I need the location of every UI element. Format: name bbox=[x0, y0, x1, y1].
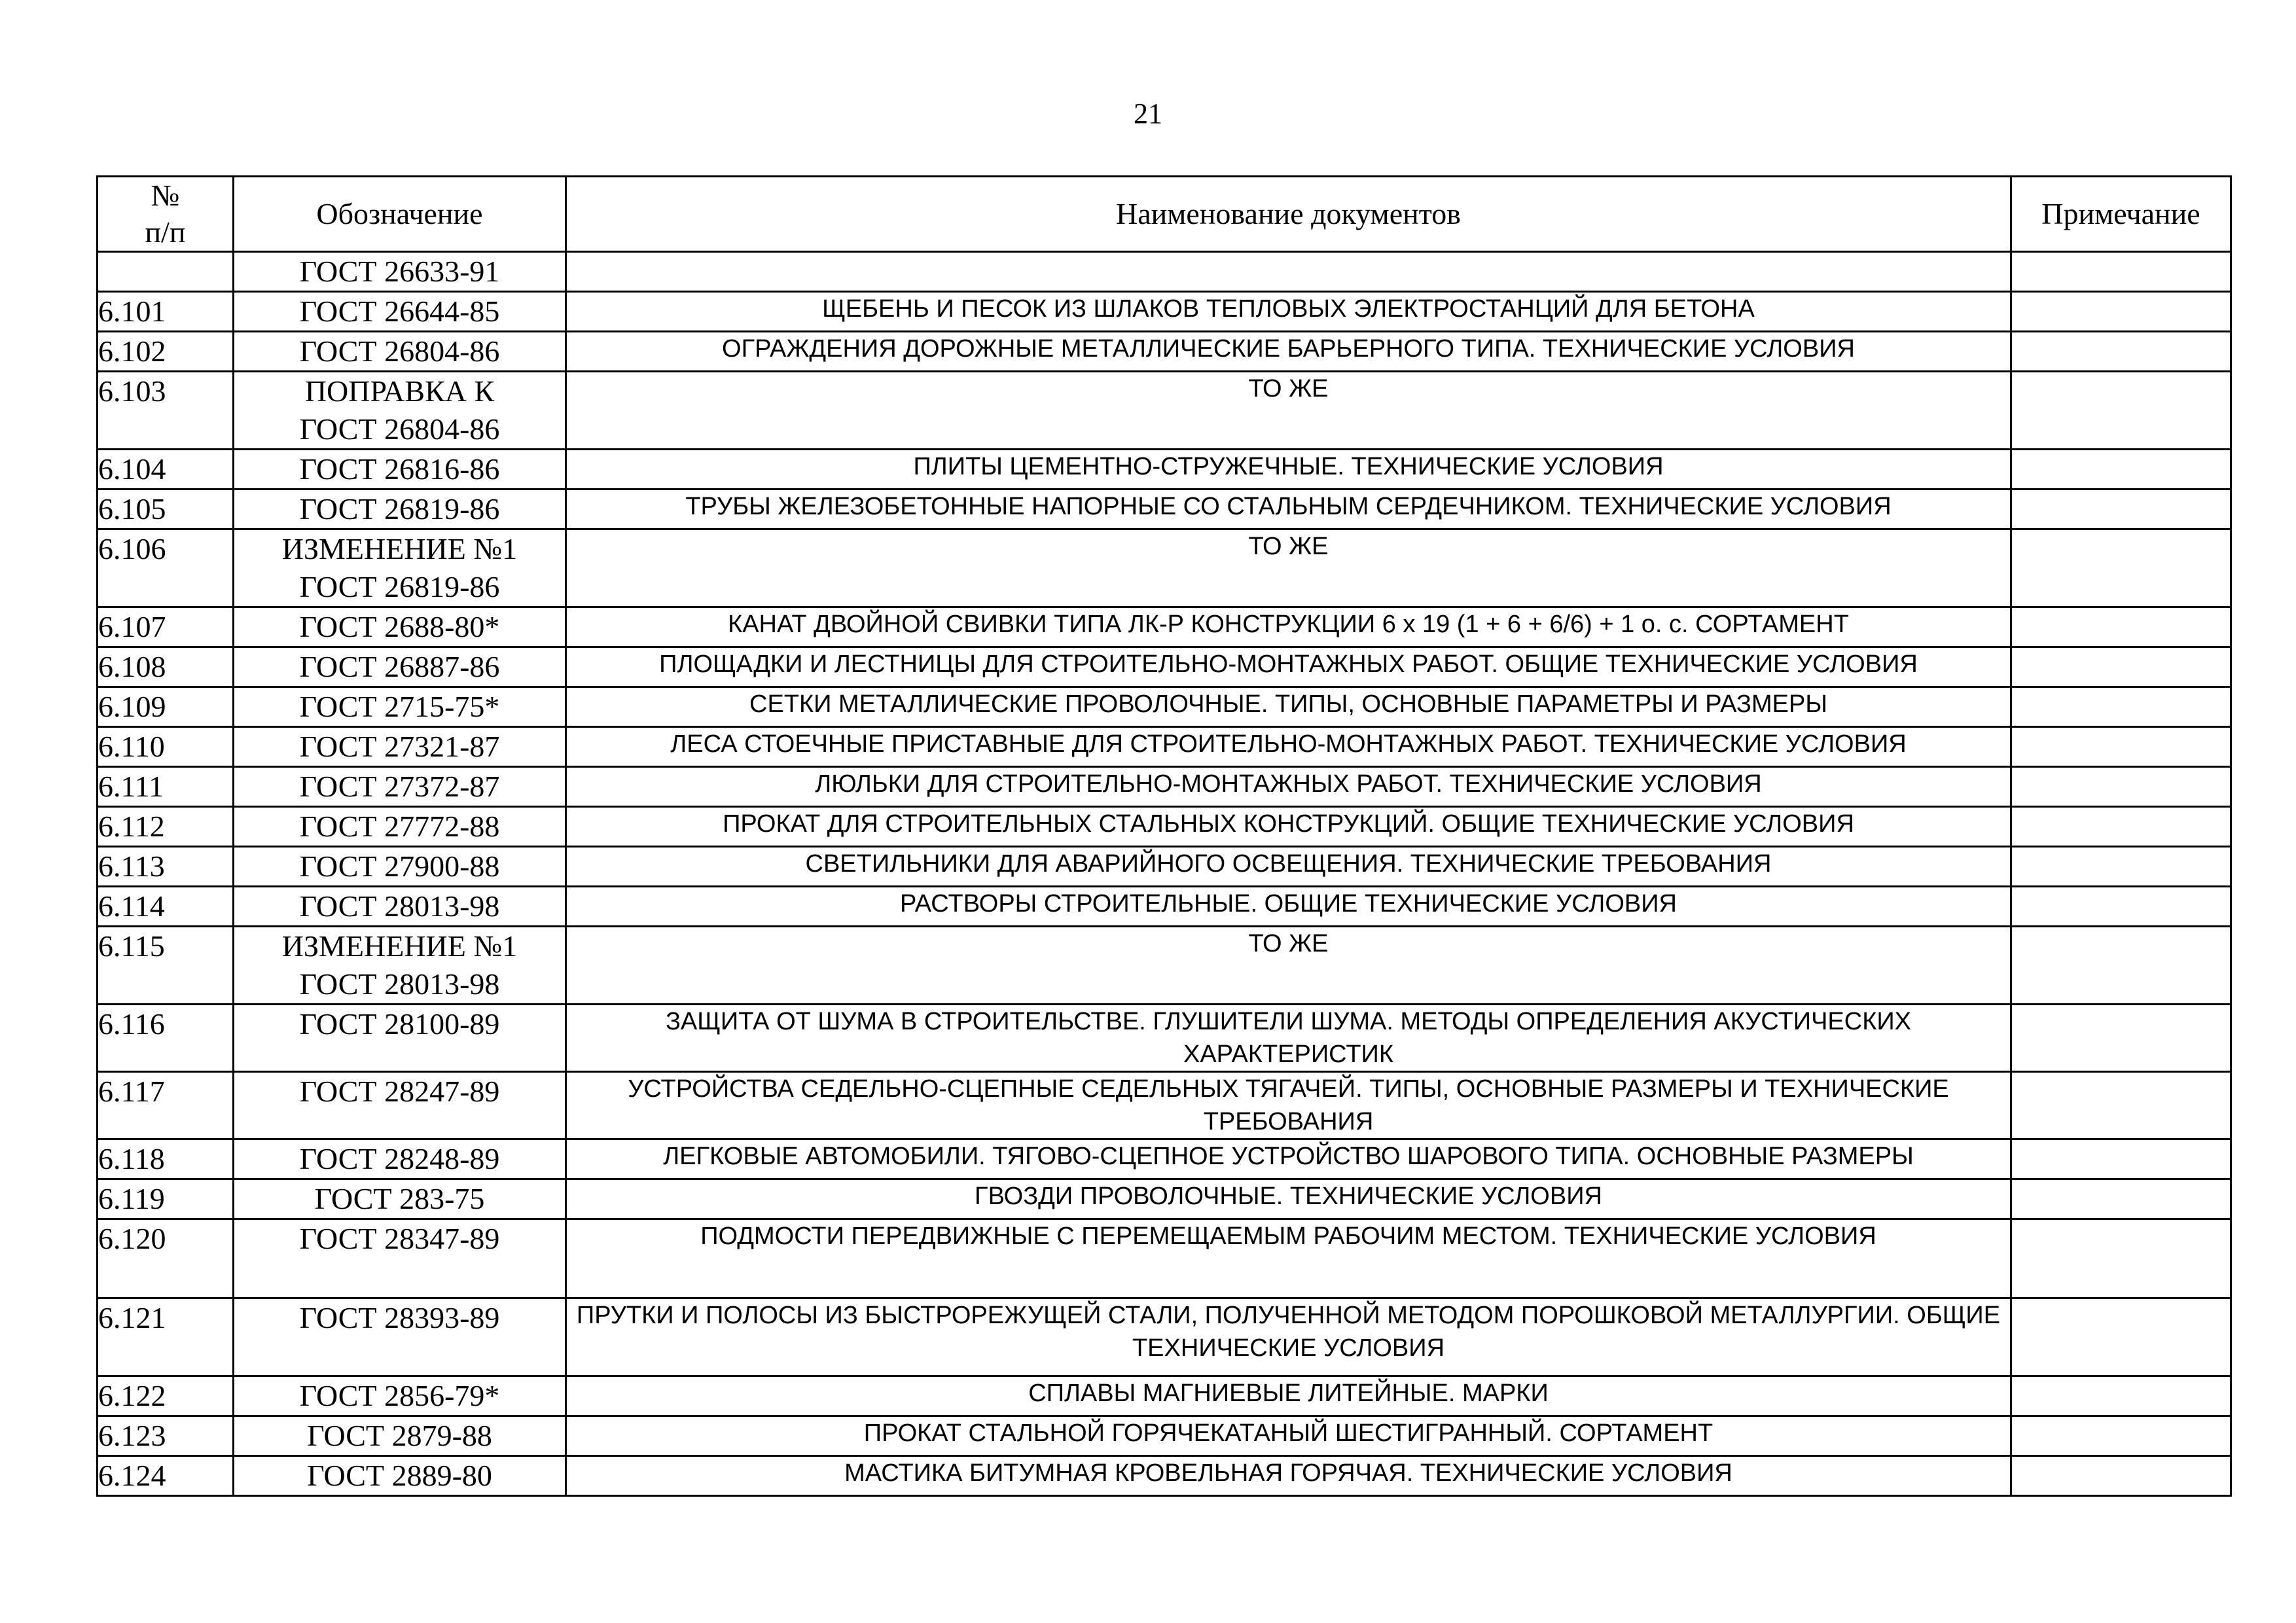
table-row bbox=[98, 1416, 2231, 1456]
table-body bbox=[98, 252, 2231, 1496]
cell-name: ТРУБЫ ЖЕЛЕЗОБЕТОННЫЕ НАПОРНЫЕ СО СТАЛЬНЫМ СЕРДЕЧНИКОМ. ТЕХНИЧЕСКИЕ УСЛОВИЯ bbox=[566, 490, 2011, 529]
cell-num: 6.104 bbox=[98, 450, 234, 490]
cell-designation: ГОСТ 28013-98 bbox=[234, 887, 566, 927]
cell-num: 6.110 bbox=[98, 727, 234, 767]
cell-num: 6.103 bbox=[98, 372, 234, 450]
cell-note bbox=[2011, 1072, 2231, 1139]
cell-note bbox=[2011, 807, 2231, 847]
cell-note bbox=[2011, 927, 2231, 1005]
cell-designation: ГОСТ 26887-86 bbox=[234, 647, 566, 687]
cell-num: 6.114 bbox=[98, 887, 234, 927]
table-row bbox=[98, 1376, 2231, 1416]
cell-note bbox=[2011, 647, 2231, 687]
page-number: 21 bbox=[1134, 98, 1162, 130]
table-row bbox=[98, 1298, 2231, 1376]
cell-designation: ПОПРАВКА К ГОСТ 26804-86 bbox=[234, 372, 566, 450]
cell-name: ЛЕГКОВЫЕ АВТОМОБИЛИ. ТЯГОВО-СЦЕПНОЕ УСТРОЙСТВО ШАРОВОГО ТИПА. ОСНОВНЫЕ РАЗМЕРЫ bbox=[566, 1139, 2011, 1179]
cell-name bbox=[566, 252, 2011, 292]
cell-num: 6.108 bbox=[98, 647, 234, 687]
cell-designation: ИЗМЕНЕНИЕ №1 ГОСТ 28013-98 bbox=[234, 927, 566, 1005]
cell-name: ПРОКАТ ДЛЯ СТРОИТЕЛЬНЫХ СТАЛЬНЫХ КОНСТРУКЦИЙ. ОБЩИЕ ТЕХНИЧЕСКИЕ УСЛОВИЯ bbox=[566, 807, 2011, 847]
cell-designation: ГОСТ 26804-86 bbox=[234, 332, 566, 372]
cell-num: 6.116 bbox=[98, 1005, 234, 1072]
cell-name: ПРУТКИ И ПОЛОСЫ ИЗ БЫСТРОРЕЖУЩЕЙ СТАЛИ, ПОЛУЧЕННОЙ МЕТОДОМ ПОРОШКОВОЙ МЕТАЛЛУРГИИ. ОБЩИЕ ТЕХНИЧЕСКИЕ УСЛОВИЯ bbox=[566, 1298, 2011, 1376]
table-row bbox=[98, 292, 2231, 332]
header-designation: Обозначение bbox=[234, 177, 566, 252]
table-row bbox=[98, 372, 2231, 450]
cell-designation: ГОСТ 27372-87 bbox=[234, 767, 566, 807]
cell-note bbox=[2011, 767, 2231, 807]
cell-num: 6.119 bbox=[98, 1179, 234, 1219]
cell-num: 6.117 bbox=[98, 1072, 234, 1139]
cell-note bbox=[2011, 1139, 2231, 1179]
cell-num: 6.109 bbox=[98, 687, 234, 727]
table-row bbox=[98, 490, 2231, 529]
cell-note bbox=[2011, 1376, 2231, 1416]
cell-note bbox=[2011, 332, 2231, 372]
table-row bbox=[98, 1179, 2231, 1219]
cell-name: ТО ЖЕ bbox=[566, 372, 2011, 450]
cell-designation: ГОСТ 28347-89 bbox=[234, 1219, 566, 1298]
cell-name: ГВОЗДИ ПРОВОЛОЧНЫЕ. ТЕХНИЧЕСКИЕ УСЛОВИЯ bbox=[566, 1179, 2011, 1219]
cell-num: 6.101 bbox=[98, 292, 234, 332]
cell-name: ПРОКАТ СТАЛЬНОЙ ГОРЯЧЕКАТАНЫЙ ШЕСТИГРАННЫЙ. СОРТАМЕНТ bbox=[566, 1416, 2011, 1456]
cell-name: СПЛАВЫ МАГНИЕВЫЕ ЛИТЕЙНЫЕ. МАРКИ bbox=[566, 1376, 2011, 1416]
cell-name: ПЛОЩАДКИ И ЛЕСТНИЦЫ ДЛЯ СТРОИТЕЛЬНО-МОНТАЖНЫХ РАБОТ. ОБЩИЕ ТЕХНИЧЕСКИЕ УСЛОВИЯ bbox=[566, 647, 2011, 687]
cell-designation: ГОСТ 26819-86 bbox=[234, 490, 566, 529]
cell-designation: ГОСТ 2715-75* bbox=[234, 687, 566, 727]
cell-name: КАНАТ ДВОЙНОЙ СВИВКИ ТИПА ЛК-Р КОНСТРУКЦИИ 6 х 19 (1 + 6 + 6/6) + 1 о. с. СОРТАМЕНТ bbox=[566, 607, 2011, 647]
cell-designation: ГОСТ 2688-80* bbox=[234, 607, 566, 647]
table-row bbox=[98, 807, 2231, 847]
cell-designation: ГОСТ 28248-89 bbox=[234, 1139, 566, 1179]
cell-note bbox=[2011, 292, 2231, 332]
table-row bbox=[98, 607, 2231, 647]
cell-num: 6.102 bbox=[98, 332, 234, 372]
cell-note bbox=[2011, 847, 2231, 887]
cell-name: ПЛИТЫ ЦЕМЕНТНО-СТРУЖЕЧНЫЕ. ТЕХНИЧЕСКИЕ УСЛОВИЯ bbox=[566, 450, 2011, 490]
header-name: Наименование документов bbox=[566, 177, 2011, 252]
cell-num: 6.107 bbox=[98, 607, 234, 647]
cell-num: 6.122 bbox=[98, 1376, 234, 1416]
cell-name: СВЕТИЛЬНИКИ ДЛЯ АВАРИЙНОГО ОСВЕЩЕНИЯ. ТЕХНИЧЕСКИЕ ТРЕБОВАНИЯ bbox=[566, 847, 2011, 887]
cell-note bbox=[2011, 1456, 2231, 1496]
table-row bbox=[98, 767, 2231, 807]
table-row bbox=[98, 252, 2231, 292]
table-row bbox=[98, 1219, 2231, 1298]
cell-designation: ГОСТ 28247-89 bbox=[234, 1072, 566, 1139]
table-row bbox=[98, 529, 2231, 607]
cell-designation: ГОСТ 27772-88 bbox=[234, 807, 566, 847]
cell-name: ПОДМОСТИ ПЕРЕДВИЖНЫЕ С ПЕРЕМЕЩАЕМЫМ РАБОЧИМ МЕСТОМ. ТЕХНИЧЕСКИЕ УСЛОВИЯ bbox=[566, 1219, 2011, 1298]
cell-name: МАСТИКА БИТУМНАЯ КРОВЕЛЬНАЯ ГОРЯЧАЯ. ТЕХНИЧЕСКИЕ УСЛОВИЯ bbox=[566, 1456, 2011, 1496]
cell-note bbox=[2011, 727, 2231, 767]
table-row bbox=[98, 1456, 2231, 1496]
header-note: Примечание bbox=[2011, 177, 2231, 252]
cell-num: 6.106 bbox=[98, 529, 234, 607]
cell-designation: ИЗМЕНЕНИЕ №1 ГОСТ 26819-86 bbox=[234, 529, 566, 607]
cell-num: 6.111 bbox=[98, 767, 234, 807]
table-row bbox=[98, 927, 2231, 1005]
table-row bbox=[98, 450, 2231, 490]
cell-designation: ГОСТ 26816-86 bbox=[234, 450, 566, 490]
documents-table bbox=[96, 175, 2232, 1497]
cell-num bbox=[98, 252, 234, 292]
cell-note bbox=[2011, 1219, 2231, 1298]
header-num: № п/п bbox=[98, 177, 234, 252]
table-row bbox=[98, 687, 2231, 727]
cell-note bbox=[2011, 252, 2231, 292]
table-row bbox=[98, 1139, 2231, 1179]
cell-designation: ГОСТ 26633-91 bbox=[234, 252, 566, 292]
table-row bbox=[98, 332, 2231, 372]
cell-designation: ГОСТ 2879-88 bbox=[234, 1416, 566, 1456]
cell-name: СЕТКИ МЕТАЛЛИЧЕСКИЕ ПРОВОЛОЧНЫЕ. ТИПЫ, ОСНОВНЫЕ ПАРАМЕТРЫ И РАЗМЕРЫ bbox=[566, 687, 2011, 727]
cell-note bbox=[2011, 372, 2231, 450]
cell-designation: ГОСТ 27900-88 bbox=[234, 847, 566, 887]
cell-num: 6.120 bbox=[98, 1219, 234, 1298]
cell-num: 6.105 bbox=[98, 490, 234, 529]
cell-num: 6.124 bbox=[98, 1456, 234, 1496]
cell-designation: ГОСТ 26644-85 bbox=[234, 292, 566, 332]
table-row bbox=[98, 887, 2231, 927]
cell-note bbox=[2011, 887, 2231, 927]
cell-note bbox=[2011, 607, 2231, 647]
cell-num: 6.113 bbox=[98, 847, 234, 887]
cell-designation: ГОСТ 27321-87 bbox=[234, 727, 566, 767]
cell-name: ОГРАЖДЕНИЯ ДОРОЖНЫЕ МЕТАЛЛИЧЕСКИЕ БАРЬЕРНОГО ТИПА. ТЕХНИЧЕСКИЕ УСЛОВИЯ bbox=[566, 332, 2011, 372]
cell-num: 6.123 bbox=[98, 1416, 234, 1456]
cell-designation: ГОСТ 2856-79* bbox=[234, 1376, 566, 1416]
cell-note bbox=[2011, 1416, 2231, 1456]
table-row bbox=[98, 1005, 2231, 1072]
cell-num: 6.118 bbox=[98, 1139, 234, 1179]
cell-designation: ГОСТ 283-75 bbox=[234, 1179, 566, 1219]
cell-name: ЛЮЛЬКИ ДЛЯ СТРОИТЕЛЬНО-МОНТАЖНЫХ РАБОТ. ТЕХНИЧЕСКИЕ УСЛОВИЯ bbox=[566, 767, 2011, 807]
cell-name: РАСТВОРЫ СТРОИТЕЛЬНЫЕ. ОБЩИЕ ТЕХНИЧЕСКИЕ УСЛОВИЯ bbox=[566, 887, 2011, 927]
cell-note bbox=[2011, 529, 2231, 607]
cell-name: ТО ЖЕ bbox=[566, 529, 2011, 607]
cell-num: 6.121 bbox=[98, 1298, 234, 1376]
cell-name: ТО ЖЕ bbox=[566, 927, 2011, 1005]
cell-note bbox=[2011, 1005, 2231, 1072]
cell-note bbox=[2011, 1179, 2231, 1219]
cell-designation: ГОСТ 28393-89 bbox=[234, 1298, 566, 1376]
table-row bbox=[98, 727, 2231, 767]
cell-name: УСТРОЙСТВА СЕДЕЛЬНО-СЦЕПНЫЕ СЕДЕЛЬНЫХ ТЯГАЧЕЙ. ТИПЫ, ОСНОВНЫЕ РАЗМЕРЫ И ТЕХНИЧЕСКИЕ ТРЕБОВАНИЯ bbox=[566, 1072, 2011, 1139]
cell-name: ЛЕСА СТОЕЧНЫЕ ПРИСТАВНЫЕ ДЛЯ СТРОИТЕЛЬНО-МОНТАЖНЫХ РАБОТ. ТЕХНИЧЕСКИЕ УСЛОВИЯ bbox=[566, 727, 2011, 767]
table-row bbox=[98, 847, 2231, 887]
table-row bbox=[98, 1072, 2231, 1139]
cell-name: ЗАЩИТА ОТ ШУМА В СТРОИТЕЛЬСТВЕ. ГЛУШИТЕЛИ ШУМА. МЕТОДЫ ОПРЕДЕЛЕНИЯ АКУСТИЧЕСКИХ ХАРАКТЕРИСТИК bbox=[566, 1005, 2011, 1072]
cell-num: 6.112 bbox=[98, 807, 234, 847]
cell-num: 6.115 bbox=[98, 927, 234, 1005]
cell-note bbox=[2011, 490, 2231, 529]
cell-designation: ГОСТ 28100-89 bbox=[234, 1005, 566, 1072]
cell-name: ЩЕБЕНЬ И ПЕСОК ИЗ ШЛАКОВ ТЕПЛОВЫХ ЭЛЕКТРОСТАНЦИЙ ДЛЯ БЕТОНА bbox=[566, 292, 2011, 332]
cell-note bbox=[2011, 687, 2231, 727]
cell-designation: ГОСТ 2889-80 bbox=[234, 1456, 566, 1496]
cell-note bbox=[2011, 450, 2231, 490]
table-row bbox=[98, 647, 2231, 687]
cell-note bbox=[2011, 1298, 2231, 1376]
